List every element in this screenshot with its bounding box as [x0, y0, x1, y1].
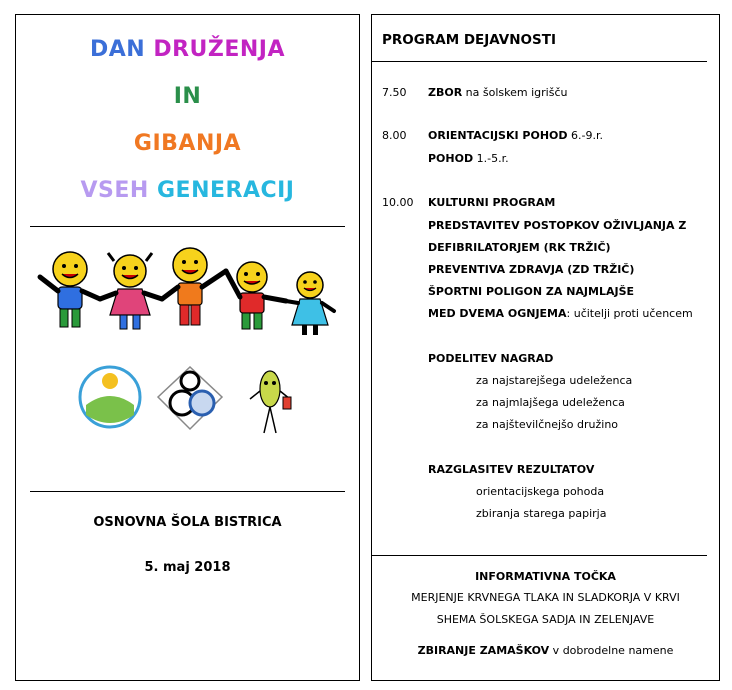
kid-4 [226, 262, 286, 329]
title-word-vseh: VSEH [80, 178, 157, 203]
activity-predstavitev-2: DEFIBRILATORJEM (RK TRŽIČ) [428, 241, 611, 254]
left-panel [15, 14, 360, 681]
info-zbiranje-title: ZBIRANJE ZAMAŠKOV [417, 644, 550, 657]
sport-spas-logo [80, 367, 140, 427]
title-line-4 [16, 178, 359, 203]
razglasitev-item-2: zbiranja starega papirja [476, 507, 607, 520]
podelitev-item-1: za najstarejšega udeleženca [476, 374, 633, 387]
divider-bottom [30, 491, 345, 492]
children-holding-hands-illustration [30, 247, 350, 337]
title-word-generacij: GENERACIJ [156, 178, 295, 203]
divider-top [30, 226, 345, 227]
kid-2 [100, 253, 162, 329]
activity-med-dvema [428, 307, 693, 320]
title-word-gibanja: GIBANJA [133, 131, 242, 156]
info-item-2: SHEMA ŠOLSKEGA SADJA IN ZELENJAVE [436, 613, 655, 626]
mascot-figure [250, 371, 291, 433]
razglasitev-item-1: orientacijskega pohoda [476, 485, 605, 498]
kid-5 [286, 272, 334, 335]
school-name: OSNOVNA ŠOLA BISTRICA [93, 515, 282, 530]
school-emblem-logo [158, 367, 222, 429]
logos-row [78, 359, 298, 437]
info-heading: INFORMATIVNA TOČKA [475, 570, 616, 583]
info-zbiranje [372, 644, 719, 657]
title-line-1 [16, 37, 359, 62]
title-line-3 [16, 131, 359, 156]
activity-sportni-poligon: ŠPORTNI POLIGON ZA NAJMLAJŠE [428, 285, 635, 298]
title-word-in: IN [173, 84, 202, 109]
kid-1 [40, 252, 100, 327]
activity-preventiva: PREVENTIVA ZDRAVJA (ZD TRŽIČ) [428, 263, 635, 276]
activity-orientacijski-title: ORIENTACIJSKI POHOD [428, 129, 568, 142]
activity-orientacijski-detail: 6.-9.r. [567, 129, 603, 142]
info-item-1: MERJENJE KRVNEGA TLAKA IN SLADKORJA V KRVI [411, 591, 680, 604]
program-heading: PROGRAM DEJAVNOSTI [382, 32, 556, 48]
time-1000: 10.00 [382, 196, 414, 209]
activity-med-dvema-title: MED DVEMA OGNJEMA [428, 307, 567, 320]
activity-pohod-detail: 1.-5.r. [473, 152, 509, 165]
activity-kulturni: KULTURNI PROGRAM [428, 196, 556, 209]
kid-3 [162, 248, 226, 325]
podelitev-item-3: za najštevilčnejšo družino [476, 418, 619, 431]
activity-zbor-detail: na šolskem igrišču [462, 86, 568, 99]
program-divider-top [372, 61, 707, 62]
activity-pohod-title: POHOD [428, 152, 474, 165]
right-panel [371, 14, 720, 681]
title-word-druzenja: DRUŽENJA [153, 37, 286, 62]
program-divider-bottom [372, 555, 707, 556]
activity-predstavitev-1: PREDSTAVITEV POSTOPKOV OŽIVLJANJA Z [428, 219, 687, 232]
title-word-dan: DAN [89, 37, 154, 62]
razglasitev-heading: RAZGLASITEV REZULTATOV [428, 463, 595, 476]
activity-zbor-title: ZBOR [428, 86, 463, 99]
time-800: 8.00 [382, 129, 407, 142]
activity-med-dvema-detail: : učitelji proti učencem [566, 307, 693, 320]
title-line-2 [16, 84, 359, 109]
podelitev-heading: PODELITEV NAGRAD [428, 352, 554, 365]
activity-pohod [428, 152, 509, 165]
activity-zbor [428, 86, 567, 99]
time-750: 7.50 [382, 86, 407, 99]
podelitev-item-2: za najmlajšega udeleženca [476, 396, 625, 409]
activity-orientacijski [428, 129, 603, 142]
info-zbiranje-detail: v dobrodelne namene [549, 644, 674, 657]
event-date: 5. maj 2018 [144, 560, 231, 575]
